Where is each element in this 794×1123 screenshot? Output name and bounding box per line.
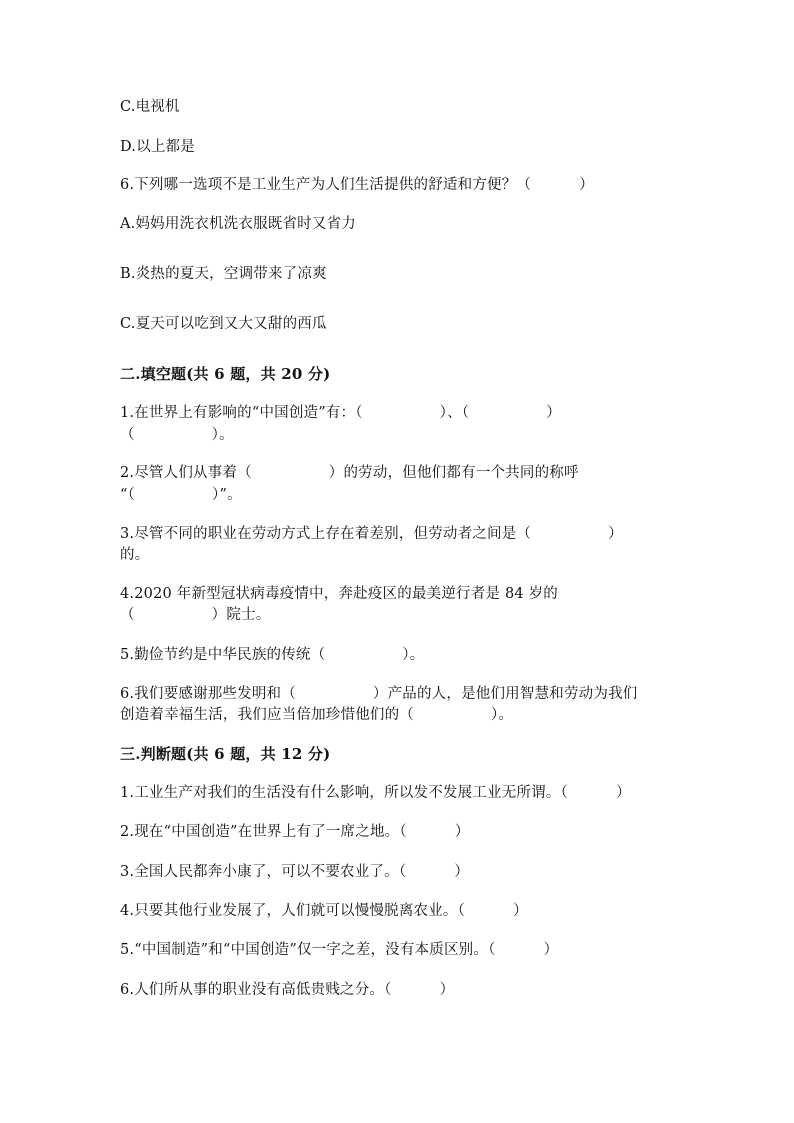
question-stem: 6.下列哪一选项不是工业生产为人们生活提供的舒适和方便？（ ） [120,177,594,193]
section-heading: 三.判断题(共 6 题，共 12 分) [120,745,331,763]
fill-blank-question: 6.我们要感谢那些发明和（ ）产品的人，是他们用智慧和劳动为我们 [120,686,638,702]
fill-blank-question: 5.勤俭节约是中华民族的传统（ ）。 [120,647,425,663]
option-c: C.电视机 [120,99,180,115]
fill-blank-question: 3.尽管不同的职业在劳动方式上存在着差别，但劳动者之间是（ ） [120,526,623,542]
section-heading: 二.填空题(共 6 题，共 20 分) [120,365,331,383]
fill-blank-question-continued: “（ ）”。 [120,487,242,503]
fill-blank-question-continued: 创造着幸福生活，我们应当倍加珍惜他们的（ ）。 [120,707,514,723]
fill-blank-question-continued: （ ）院士。 [120,607,271,623]
true-false-question: 5.“中国制造”和“中国创造”仅一字之差，没有本质区别。（ ） [120,942,559,958]
true-false-question: 6.人们所从事的职业没有高低贵贱之分。（ ） [120,982,455,998]
fill-blank-question-continued: （ ）。 [120,427,234,443]
option-c: C.夏天可以吃到又大又甜的西瓜 [120,316,327,332]
fill-blank-question: 2.尽管人们从事着（ ）的劳动，但他们都有一个共同的称呼 [120,465,579,481]
fill-blank-question-continued: 的。 [120,547,150,563]
option-b: B.炎热的夏天，空调带来了凉爽 [120,266,327,282]
option-d: D.以上都是 [120,139,195,155]
option-a: A.妈妈用洗衣机洗衣服既省时又省力 [120,216,356,232]
fill-blank-question: 1.在世界上有影响的“中国创造”有：（ ）、（ ） [120,405,561,421]
true-false-question: 4.只要其他行业发展了，人们就可以慢慢脱离农业。（ ） [120,903,528,919]
true-false-question: 3.全国人民都奔小康了，可以不要农业了。（ ） [120,864,470,880]
true-false-question: 1.工业生产对我们的生活没有什么影响，所以发不发展工业无所谓。（ ） [120,785,631,801]
fill-blank-question: 4.2020 年新型冠状病毒疫情中，奔赴疫区的最美逆行者是 84 岁的 [120,586,559,602]
true-false-question: 2.现在“中国创造”在世界上有了一席之地。（ ） [120,824,470,840]
